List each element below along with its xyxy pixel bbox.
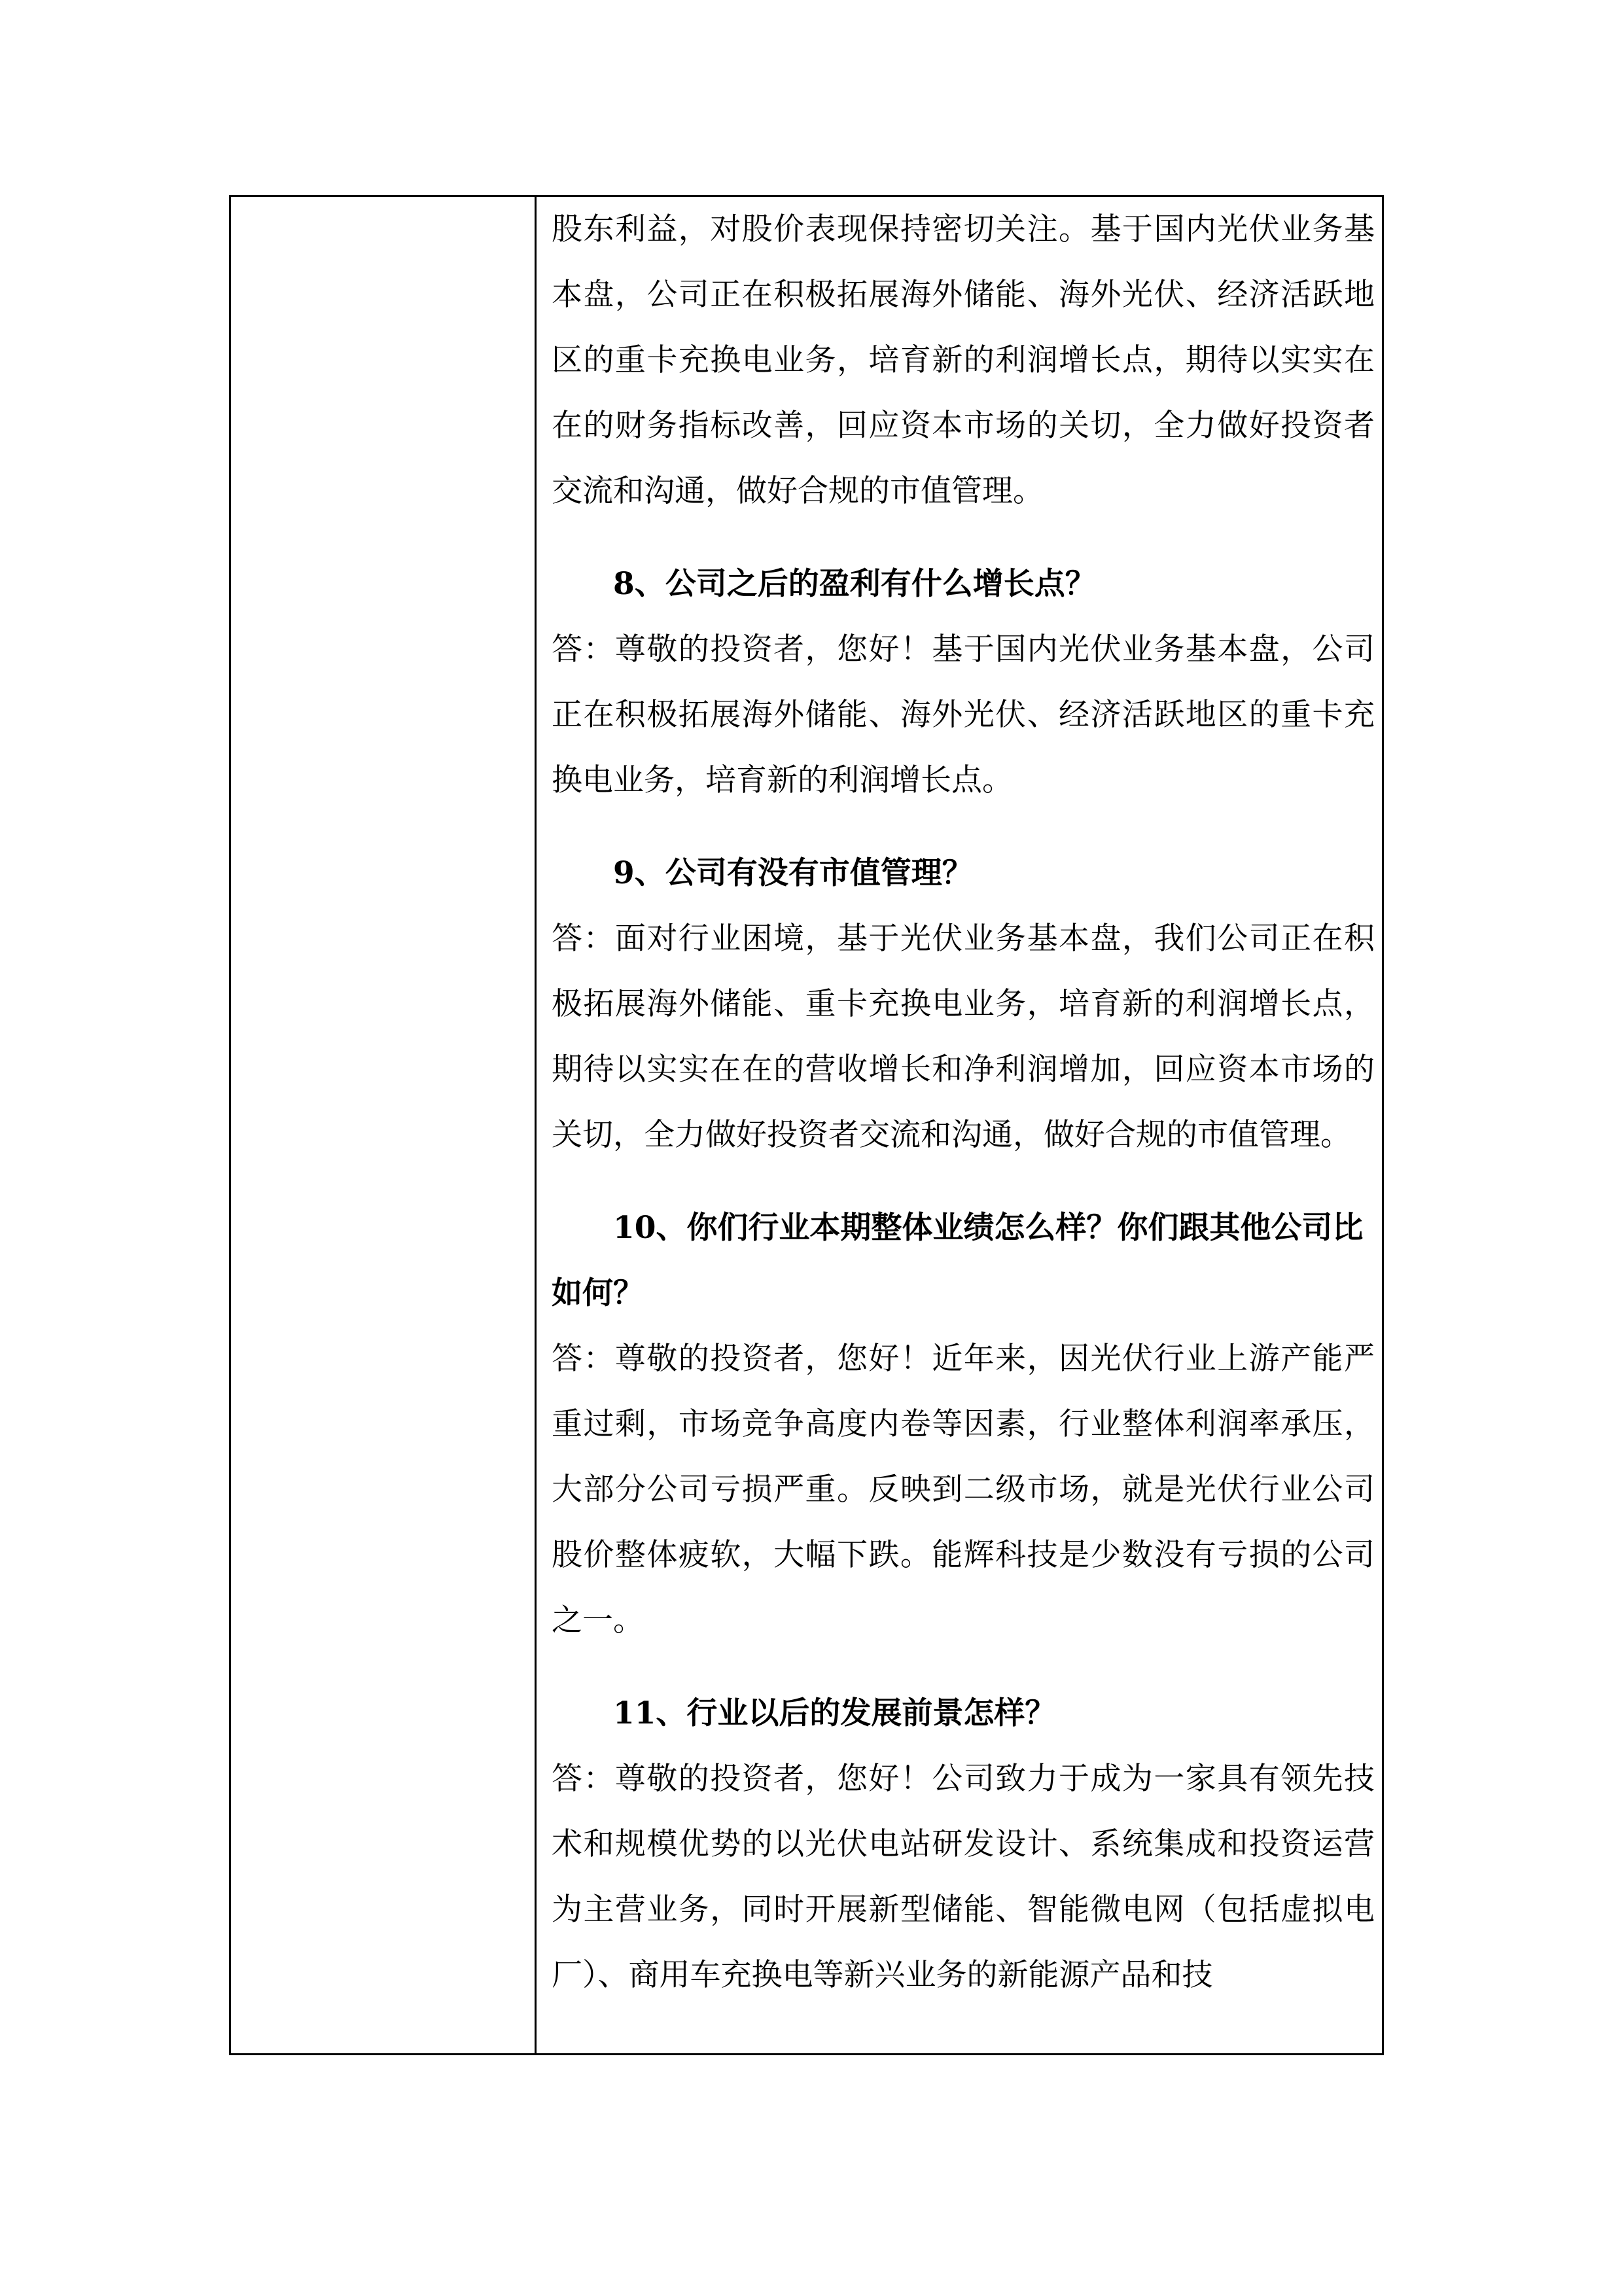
table-label-column <box>231 197 537 2053</box>
question-11: 11、行业以后的发展前景怎样？ <box>613 1695 1056 1731</box>
continuation-paragraph: 股东利益，对股价表现保持密切关注。基于国内光伏业务基本盘，公司正在积极拓展海外储能、海外光伏、经济活跃地区的重卡充换电业务，培育新的利润增长点，期待以实实在在的财务指标改善，回应资本市场的关切，全力做好投资者交流和沟通，做好合规的市值管理。 <box>552 211 1375 509</box>
question-9: 9、公司有没有市值管理？ <box>613 855 973 891</box>
qa-table <box>229 195 1384 2055</box>
answer-9: 答：面对行业困境，基于光伏业务基本盘，我们公司正在积极拓展海外储能、重卡充换电业务，培育新的利润增长点，期待以实实在在的营收增长和净利润增加，回应资本市场的关切，全力做好投资者交流和沟通，做好合规的市值管理。 <box>552 921 1375 1153</box>
spacer <box>552 524 1375 552</box>
answer-8: 答：尊敬的投资者，您好！基于国内光伏业务基本盘，公司正在积极拓展海外储能、海外光伏、经济活跃地区的重卡充换电业务，培育新的利润增长点。 <box>552 631 1375 798</box>
spacer <box>552 1653 1375 1681</box>
question-8: 8、公司之后的盈利有什么增长点？ <box>613 566 1096 602</box>
answer-11: 答：尊敬的投资者，您好！公司致力于成为一家具有领先技术和规模优势的以光伏电站研发设计、系统集成和投资运营为主营业务，同时开展新型储能、智能微电网（包括虚拟电厂）、商用车充换电等新兴业务的新能源产品和技 <box>552 1761 1375 1993</box>
spacer <box>552 813 1375 841</box>
table-content-column <box>552 197 1375 2053</box>
spacer <box>552 1168 1375 1195</box>
answer-10: 答：尊敬的投资者，您好！近年来，因光伏行业上游产能严重过剩，市场竞争高度内卷等因素，行业整体利润率承压，大部分公司亏损严重。反映到二级市场，就是光伏行业公司股价整体疲软，大幅下跌。能辉科技是少数没有亏损的公司之一。 <box>552 1341 1375 1638</box>
question-10: 10、你们行业本期整体业绩怎么样？你们跟其他公司比如何？ <box>552 1210 1364 1311</box>
